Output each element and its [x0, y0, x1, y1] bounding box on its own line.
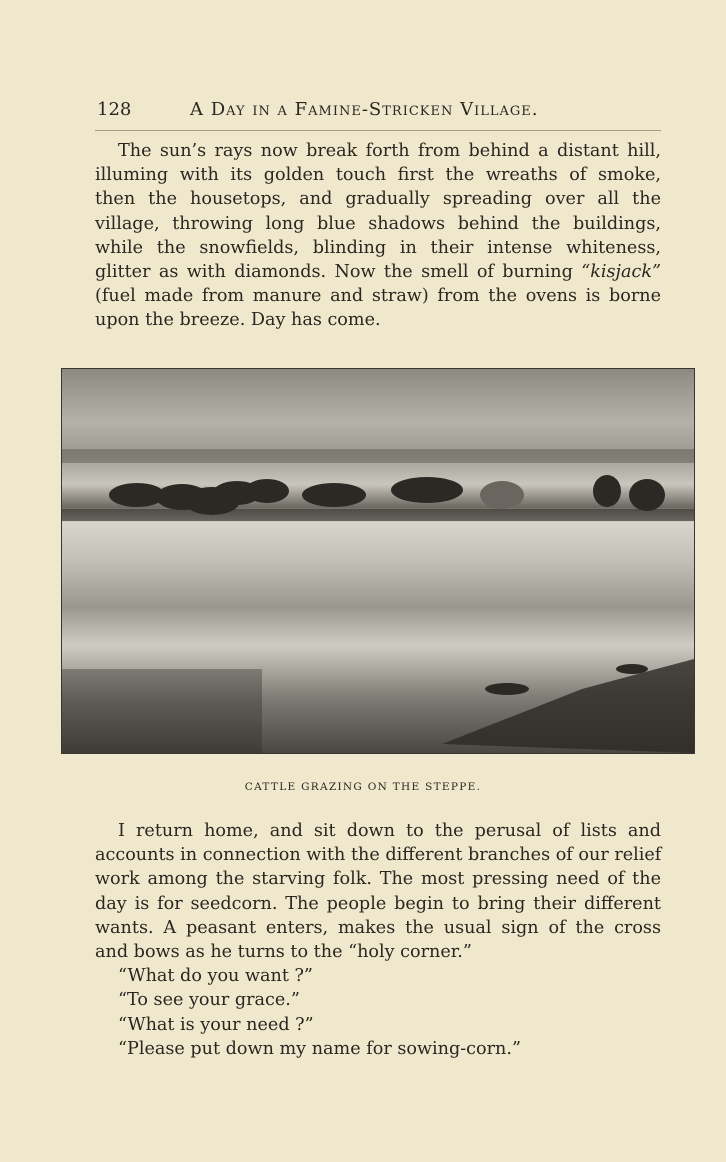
header-rule: [95, 130, 661, 131]
page-number: 128: [97, 99, 132, 120]
illustration-cattle-steppe: [61, 368, 695, 754]
figure-caption: CATTLE GRAZING ON THE STEPPE.: [244, 781, 482, 793]
illustration-drawing: [62, 369, 694, 753]
text-line: The sun’s rays now break forth from behind a distant hill,: [118, 141, 661, 161]
dialogue-line: “Please put down my name for sowing-corn.”: [118, 1038, 521, 1059]
text-fragment: glitter as with diamonds. Now the smell of burning: [95, 262, 573, 283]
paragraph-1: [95, 139, 661, 333]
text-line: then the housetops, and gradually spreading over all the: [95, 189, 661, 210]
text-line: upon the breeze. Day has come.: [95, 310, 381, 331]
text-line: [95, 260, 661, 284]
dialogue-line: “What is your need ?”: [118, 1014, 314, 1035]
text-line: I return home, and sit down to the perusal of lists and: [118, 821, 661, 841]
paragraph-2: [95, 819, 661, 1061]
italic-term: “kisjack”: [581, 262, 662, 283]
text-line: village, throwing long blue shadows behind the buildings,: [95, 213, 661, 234]
text-line: and bows as he turns to the “holy corner.”: [95, 942, 472, 963]
running-title: A Day in a Famine-Stricken Village.: [190, 99, 539, 120]
text-line: (fuel made from manure and straw) from the ovens is borne: [95, 286, 661, 307]
running-header: [97, 99, 662, 123]
text-line: day is for seedcorn. The people begin to bring their different: [95, 893, 661, 914]
text-line: illuming with its golden touch first the wreaths of smoke,: [95, 165, 661, 186]
dialogue-line: “What do you want ?”: [118, 966, 313, 987]
text-line: accounts in connection with the different branches of our relief: [95, 845, 662, 866]
text-line: while the snowfields, blinding in their intense whiteness,: [95, 237, 661, 258]
text-line: work among the starving folk. The most pressing need of the: [95, 869, 661, 890]
text-line: wants. A peasant enters, makes the usual sign of the cross: [95, 917, 661, 938]
dialogue-line: “To see your grace.”: [118, 990, 300, 1011]
